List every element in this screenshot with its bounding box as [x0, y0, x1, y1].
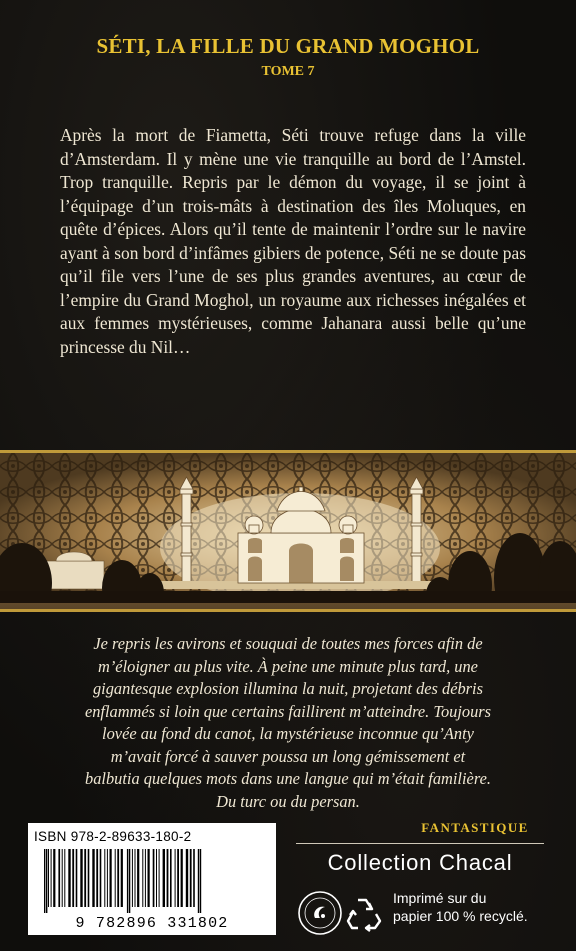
barcode-bar: [107, 849, 108, 907]
barcode-icon: [34, 849, 270, 913]
barcode-bar: [80, 849, 82, 907]
excerpt-line: Du turc ou du persan.: [216, 791, 360, 811]
excerpt-line: lovée au fond du canot, la mystérieuse inconnue qu’Anty: [102, 724, 474, 743]
barcode-bar: [100, 849, 102, 907]
barcode-bar: [129, 849, 130, 913]
barcode-bar: [193, 849, 195, 907]
excerpt-line: balbutia quelques mots dans une langue qui m’était familière.: [85, 769, 491, 788]
synopsis-text: Après la mort de Fiametta, Séti trouve refuge dans la ville d’Amsterdam. Il y mène une vie tranquille au bord de l’Amstel. Trop tranquille. Repris par le démon du voyage, il se joint à l’équipage d’un trois-mâts à destination des îles Moluques, en quête d’épices. Alors qu’il tente de maintenir l’ordre sur le navire ayant à son bord d’infâmes gibiers de potence, Séti ne se doute pas qu’il file vers l’une de ses plus grandes aventures, au cœur de l’empire du Grand Moghol, un royaume aux richesses inégalées et aux femmes mystérieuses, comme Jahanara aussi belle qu’une princesse du Nil…: [60, 125, 526, 357]
collection-name: Collection Chacal: [327, 850, 513, 875]
barcode-bar: [167, 849, 169, 907]
recycled-note-line: papier 100 % recyclé.: [393, 908, 528, 924]
isbn-digits: 9 782896 331802: [75, 915, 229, 932]
barcode-bar: [177, 849, 179, 907]
barcode-bar: [76, 849, 78, 907]
recycled-note-line: Imprimé sur du: [393, 890, 487, 906]
barcode-bar: [46, 849, 47, 913]
isbn-barcode-block: [28, 823, 276, 935]
barcode-bar: [190, 849, 192, 907]
printed-in-canada-seal-icon: [299, 892, 341, 934]
barcode-bar: [110, 849, 112, 907]
barcode-bar: [186, 849, 188, 907]
book-title: SÉTI, LA FILLE DU GRAND MOGHOL: [96, 34, 480, 58]
barcode-bar: [163, 849, 165, 907]
volume-number: TOME 7: [261, 64, 315, 79]
barcode-bar: [72, 849, 74, 907]
recycle-icon: [348, 900, 380, 931]
excerpt-line: Je repris les avirons et souquai de toutes mes forces afin de: [93, 634, 483, 653]
barcode-bar: [198, 849, 199, 913]
barcode-bar: [64, 849, 65, 907]
barcode-bar: [200, 849, 201, 913]
barcode-bar: [127, 849, 128, 913]
barcode-bar: [156, 849, 157, 907]
barcode-bar: [84, 849, 86, 907]
barcode-bar: [104, 849, 105, 907]
barcode-bar: [58, 849, 60, 907]
barcode-bar: [51, 849, 52, 907]
synopsis: [60, 124, 526, 359]
taj-mahal-illustration: [0, 450, 576, 612]
barcode-bar: [92, 849, 94, 907]
excerpt-line: m’avait forcé à sauver poussa un long gémissement et: [110, 746, 466, 766]
barcode-bar: [153, 849, 155, 907]
barcode-bar: [62, 849, 63, 907]
excerpt: [30, 633, 546, 813]
barcode-bar: [117, 849, 119, 907]
excerpt-line: m’éloigner au plus vite. À peine une minute plus tard, une: [98, 656, 478, 676]
genre-label: FANTASTIQUE: [421, 820, 529, 835]
barcode-bar: [53, 849, 55, 907]
recycled-paper-note: [393, 889, 553, 925]
barcode-bar: [88, 849, 90, 907]
barcode-bar: [181, 849, 183, 907]
barcode-bar: [142, 849, 143, 907]
excerpt-line: gigantesque explosion illumina la nuit, projetant des débris: [92, 679, 483, 698]
barcode-bar: [145, 849, 146, 907]
taj-mahal-artwork: [0, 453, 576, 603]
barcode-bar: [137, 849, 139, 907]
barcode-bar: [48, 849, 49, 907]
isbn-label: ISBN 978-2-89633-180-2: [34, 829, 192, 844]
divider: [296, 843, 544, 844]
barcode-bar: [159, 849, 160, 907]
excerpt-line: enflammés si loin que certains faillirent m’atteindre. Toujours: [84, 701, 492, 721]
barcode-bar: [68, 849, 70, 907]
barcode-bar: [121, 849, 123, 907]
eco-logos: [296, 888, 388, 938]
barcode-bar: [44, 849, 45, 913]
barcode-bar: [115, 849, 116, 907]
barcode-bar: [132, 849, 133, 907]
barcode-bar: [135, 849, 136, 907]
barcode-bar: [170, 849, 172, 907]
barcode-bar: [175, 849, 176, 907]
barcode-bar: [96, 849, 98, 907]
barcode-bar: [148, 849, 150, 907]
